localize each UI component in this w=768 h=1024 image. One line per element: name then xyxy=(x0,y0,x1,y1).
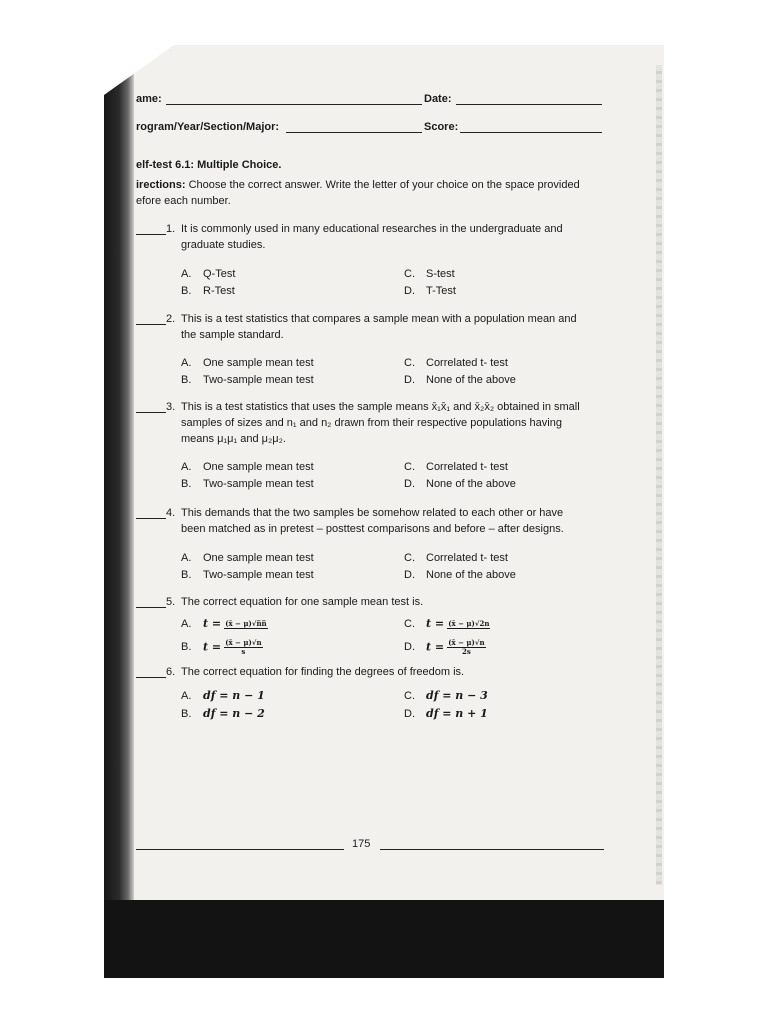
photo-frame xyxy=(104,45,664,978)
question-text: This demands that the two samples be somehow related to each other or have xyxy=(181,507,564,519)
question-text: been matched as in pretest – posttest comparisons and before – after designs. xyxy=(181,523,564,535)
question-text: This is a test statistics that uses the sample means x̄₁x̄₁ and x̄₂x̄₂ obtained in small xyxy=(181,401,580,413)
footer-rule-left xyxy=(136,849,344,850)
question-text: the sample standard. xyxy=(181,329,284,341)
answer-blank-3[interactable] xyxy=(136,412,166,413)
question-text: It is commonly used in many educational researches in the undergraduate and xyxy=(181,223,563,235)
option-a: A. t = (x̄ − μ)√n̅n̅ xyxy=(181,617,267,630)
option-c: C. t = (x̄ − μ)√2n xyxy=(404,617,490,630)
option-a: A. df = n − 1 xyxy=(181,689,265,702)
option-a: A. One sample mean test xyxy=(181,461,314,473)
question-text: The correct equation for finding the degrees of freedom is. xyxy=(181,666,465,678)
answer-blank-2[interactable] xyxy=(136,324,166,325)
option-b: B. Two-sample mean test xyxy=(181,478,314,490)
option-a: A. One sample mean test xyxy=(181,357,314,369)
worksheet-page xyxy=(104,45,664,900)
option-d: D. None of the above xyxy=(404,478,516,490)
page-edge-texture xyxy=(656,65,662,885)
directions-line-1 xyxy=(136,179,580,192)
option-b: B. t = $\frac{(x̄ - \mu)√n}{s}$ xyxy=(181,638,262,656)
name-line[interactable] xyxy=(166,104,422,105)
option-b: B. Two-sample mean test xyxy=(181,374,314,386)
book-spine-shadow xyxy=(104,45,134,900)
question-text: samples of sizes and n₁ and n₂ drawn from their respective populations having xyxy=(181,417,562,429)
question-text: graduate studies. xyxy=(181,239,266,251)
directions-text-2: efore each number. xyxy=(136,195,231,207)
directions-label: irections: xyxy=(136,179,186,191)
question-number: 5. xyxy=(166,596,176,608)
footer-rule-right xyxy=(380,849,604,850)
fraction: $\frac{(x̄ - \mu)√n}{s}$ xyxy=(225,638,262,656)
answer-blank-6[interactable] xyxy=(136,677,166,678)
option-d: D. None of the above xyxy=(404,374,516,386)
option-c: C. df = n − 3 xyxy=(404,689,488,702)
fraction: (x̄ − μ)√2n xyxy=(448,618,490,628)
option-a: A. Q-Test xyxy=(181,268,236,280)
option-c: C. Correlated t- test xyxy=(404,357,508,369)
question-number: 1. xyxy=(166,223,176,235)
option-c: C. S-test xyxy=(404,268,455,280)
option-d: D. df = n + 1 xyxy=(404,707,488,720)
score-label: Score: xyxy=(424,121,459,133)
option-c: C. Correlated t- test xyxy=(404,552,508,564)
question-number: 3. xyxy=(166,401,176,413)
name-label: ame: xyxy=(136,93,162,105)
option-c: C. Correlated t- test xyxy=(404,461,508,473)
program-line[interactable] xyxy=(286,132,422,133)
date-label: Date: xyxy=(424,93,452,105)
option-d: D. T-Test xyxy=(404,285,456,297)
question-text: The correct equation for one sample mean test is. xyxy=(181,596,424,608)
question-number: 4. xyxy=(166,507,176,519)
answer-blank-4[interactable] xyxy=(136,518,166,519)
option-b: B. Two-sample mean test xyxy=(181,569,314,581)
page-number: 175 xyxy=(352,838,371,850)
fraction: (x̄ − μ)√n̅n̅ xyxy=(225,618,267,628)
date-line[interactable] xyxy=(456,104,602,105)
program-label: rogram/Year/Section/Major: xyxy=(136,121,280,133)
fraction: $\frac{(x̄ - \mu)√n}{2s}$ xyxy=(448,638,485,656)
answer-blank-5[interactable] xyxy=(136,607,166,608)
question-text: This is a test statistics that compares a sample mean with a population mean and xyxy=(181,313,577,325)
section-title: elf-test 6.1: Multiple Choice. xyxy=(136,159,282,171)
option-a: A. One sample mean test xyxy=(181,552,314,564)
option-b: B. df = n − 2 xyxy=(181,707,265,720)
score-line[interactable] xyxy=(460,132,602,133)
question-text: means μ₁μ₁ and μ₂μ₂. xyxy=(181,433,286,445)
answer-blank-1[interactable] xyxy=(136,234,166,235)
question-number: 6. xyxy=(166,666,176,678)
question-number: 2. xyxy=(166,313,176,325)
option-d: D. t = $\frac{(x̄ - \mu)√n}{2s}$ xyxy=(404,638,485,656)
page-fold-corner xyxy=(104,45,174,95)
option-d: D. None of the above xyxy=(404,569,516,581)
directions-text-1: Choose the correct answer. Write the letter of your choice on the space provided xyxy=(185,179,580,191)
option-b: B. R-Test xyxy=(181,285,235,297)
